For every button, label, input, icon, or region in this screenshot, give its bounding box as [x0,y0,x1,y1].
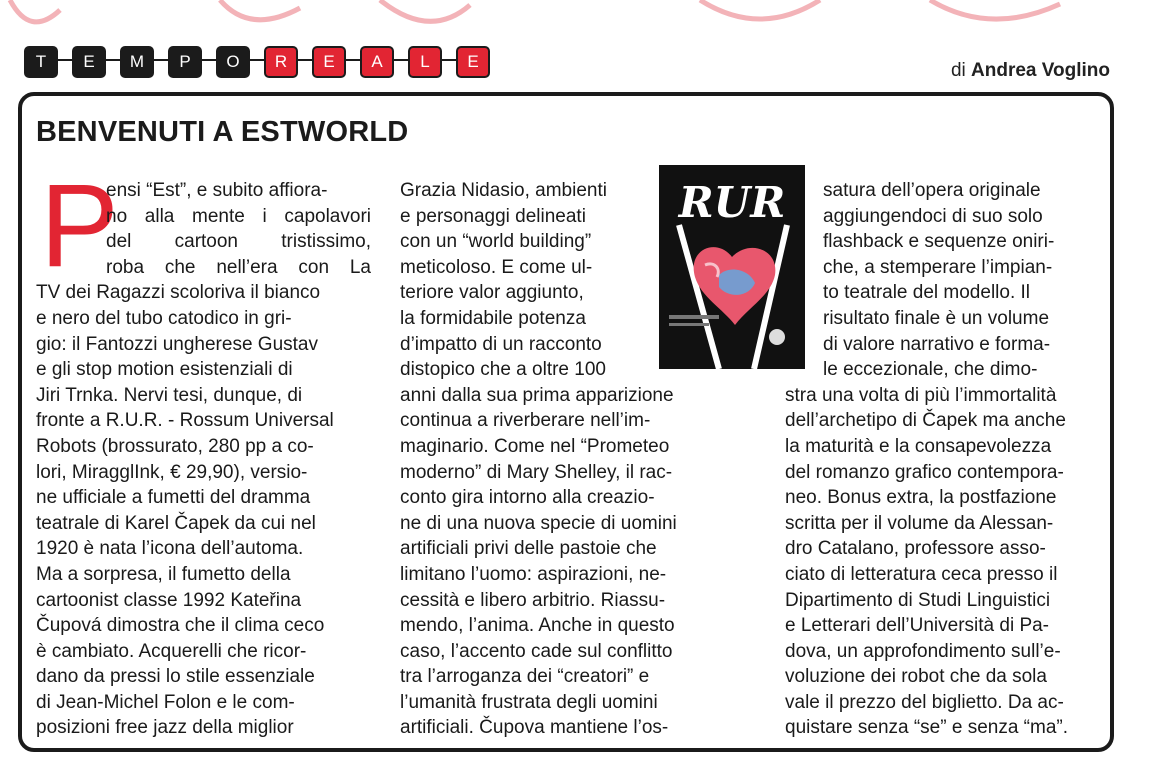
text-line: ne ufficiale a fumetti del dramma [36,487,311,509]
text-line: di valore narrativo e forma- [823,333,1051,355]
text-line: to teatrale del modello. Il [823,282,1031,304]
text-line: è cambiato. Acquerelli che ricor- [36,640,307,662]
text-line: neo. Bonus extra, la postfazione [785,487,1057,509]
text-line: dano da pressi lo stile essenziale [36,666,315,688]
text-line: fronte a R.U.R. - Rossum Universal [36,410,334,432]
text-line: dova, un approfondimento sull’e- [785,640,1061,662]
text-line: le eccezionale, che dimo- [823,359,1038,381]
text-line: e Letterari dell’Università di Pa- [785,615,1050,637]
decorative-swirls [0,0,1174,40]
text-line: Grazia Nidasio, ambienti [400,180,607,201]
text-line: satura dell’opera originale [823,180,1041,201]
text-line: e gli stop motion esistenziali di [36,359,293,381]
text-line: meticoloso. E come ul- [400,256,593,278]
text-line: d’impatto di un racconto [400,333,602,355]
article-headline: BENVENUTI A ESTWORLD [36,116,409,148]
text-line: vale il prezzo del biglietto. Da ac- [785,691,1064,713]
text-line: voluzione dei robot che da sola [785,666,1047,688]
text-line: la formidabile potenza [400,307,586,329]
text-line: di Jean-Michel Folon e le com- [36,691,295,713]
text-line: stra una volta di più l’immortalità [785,384,1057,406]
text-line: scritta per il volume da Alessan- [785,512,1054,534]
cover-title: RUR [678,178,786,227]
text-line: gio: il Fantozzi ungherese Gustav [36,333,318,355]
byline-author: Andrea Voglino [971,60,1110,81]
text-line: la maturità e la consapevolezza [785,435,1052,457]
text-line: distopico che a oltre 100 [400,359,606,381]
text-line: l’umanità frustrata degli uomini [400,691,658,713]
text-line: del romanzo grafico contempora- [785,461,1064,483]
byline-prefix: di [950,60,966,81]
text-line: e personaggi delineati [400,205,586,227]
logo-letter: R [264,46,298,78]
logo-letter: P [168,46,202,78]
text-line: Dipartimento di Studi Linguistici [785,589,1051,611]
text-line: caso, l’accento cade sul conflitto [400,640,673,662]
text-line: cessità e libero arbitrio. Riassu- [400,589,666,611]
text-line: aggiungendoci di suo solo [823,205,1043,227]
text-line: continua a riverberare nell’im- [400,410,651,432]
text-line: maginario. Come nel “Prometeo [400,435,670,457]
text-line: del cartoon tristissimo, [106,231,371,253]
text-line: artificiali. Čupova mantiene l’os- [400,717,669,739]
text-line: e nero del tubo catodico in gri- [36,307,292,329]
logo-letter: M [120,46,154,78]
text-line: dell’archetipo di Čapek ma anche [785,410,1066,432]
byline [951,60,1110,82]
text-line: conto gira intorno alla creazio- [400,487,655,509]
text-line: no alla mente i capolavori [106,205,371,227]
logo-letter: E [312,46,346,78]
text-line: artificiali privi delle pastoie che [400,538,657,560]
text-line: lori, MiragglInk, € 29,90), versio- [36,461,308,483]
logo-letter: T [24,46,58,78]
logo-letter: O [216,46,250,78]
text-line: roba che nell’era con La [106,256,371,278]
text-line: anni dalla sua prima apparizione [400,384,674,406]
text-line: dro Catalano, professore asso- [785,538,1046,560]
logo-letter: A [360,46,394,78]
logo-letter: E [456,46,490,78]
text-line: quistare senza “se” e senza “ma”. [785,717,1069,739]
text-line: mendo, l’anima. Anche in questo [400,615,675,637]
text-line: risultato finale è un volume [823,307,1050,329]
text-line: 1920 è nata l’icona dell’automa. [36,538,304,560]
article-column-3 [785,178,1093,741]
text-line: ensi “Est”, e subito affiora- [106,180,328,201]
text-line: posizioni free jazz della miglior [36,717,294,739]
text-line: cartoonist classe 1992 Kateřina [36,589,302,611]
text-line: tra l’arroganza dei “creatori” e [400,666,650,688]
article-column-2 [400,178,730,741]
text-line: teriore valor aggiunto, [400,282,584,304]
text-line: teatrale di Karel Čapek da cui nel [36,512,316,534]
text-line: Čupová dimostra che il clima ceco [36,615,325,637]
text-line: Robots (brossurato, 280 pp a co- [36,435,314,457]
text-line: che, a stemperare l’impian- [823,256,1053,278]
logo-letter: L [408,46,442,78]
text-line: TV dei Ragazzi scoloriva il bianco [36,282,321,304]
text-line: Ma a sorpresa, il fumetto della [36,563,291,585]
text-line: limitano l’uomo: aspirazioni, ne- [400,563,667,585]
text-line: con un “world building” [400,231,592,253]
text-line: ciato di letteratura ceca presso il [785,563,1058,585]
text-line: Jiri Trnka. Nervi tesi, dunque, di [36,384,303,406]
drop-cap: P [40,160,119,292]
text-line: flashback e sequenze oniri- [823,231,1055,253]
masthead-logo [24,44,490,80]
text-line: moderno” di Mary Shelley, il rac- [400,461,673,483]
text-line: ne di una nuova specie di uomini [400,512,677,534]
logo-letter: E [72,46,106,78]
article-column-1 [36,160,371,741]
